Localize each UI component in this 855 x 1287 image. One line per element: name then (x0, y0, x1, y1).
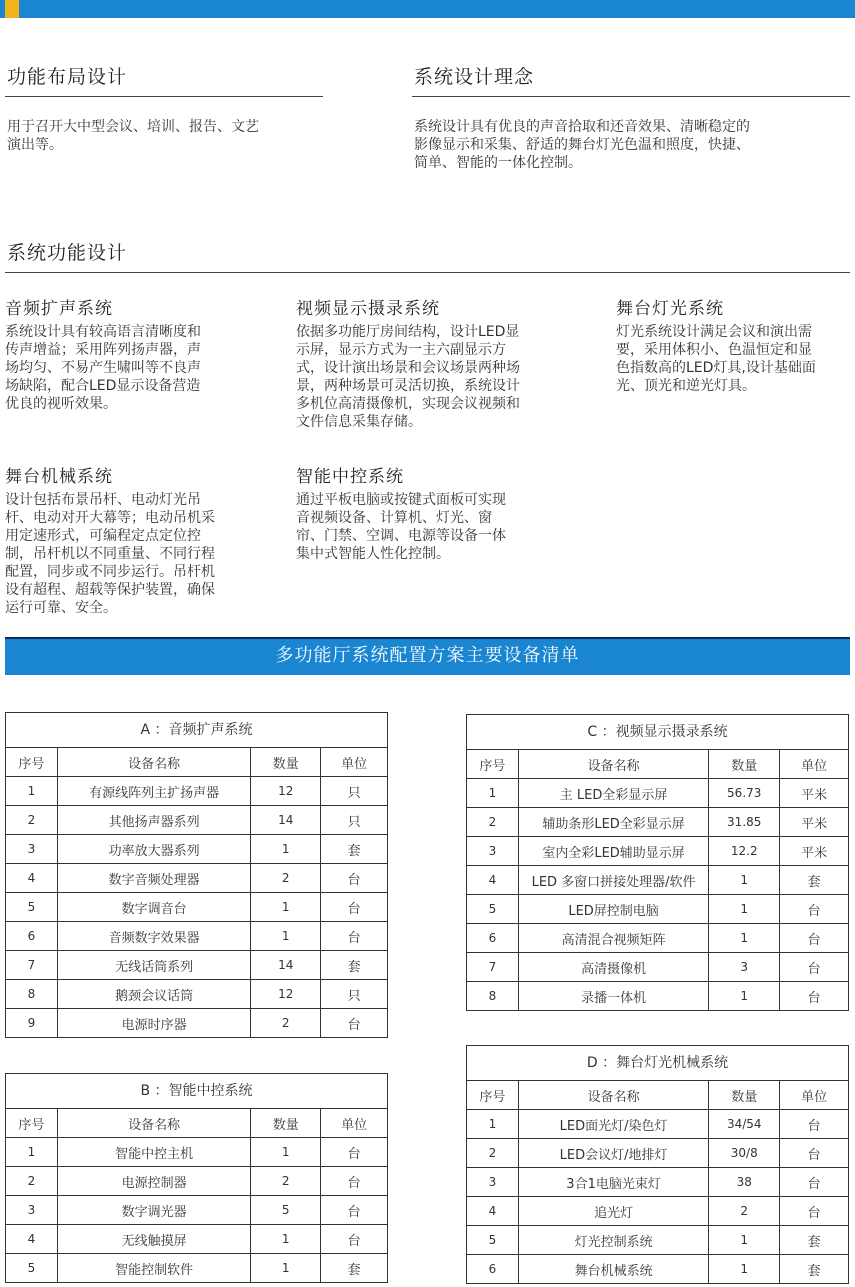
cell: 追光灯 (518, 1197, 708, 1226)
cell: 3 (6, 835, 58, 864)
cell: 智能中控主机 (57, 1138, 250, 1167)
cell: 音频数字效果器 (57, 922, 250, 951)
text-line: 传声增益；采用阵列扬声器，声 (5, 342, 201, 358)
table-row (6, 1225, 388, 1254)
table-row (467, 1168, 849, 1197)
cell: 台 (321, 1009, 388, 1038)
cell: 台 (780, 924, 849, 953)
cell: 1 (467, 1110, 519, 1139)
cell: 3 (467, 837, 519, 866)
cell: 1 (251, 1254, 321, 1283)
text-line: 景，两种场景可灵活切换，系统设计 (296, 378, 520, 394)
text-line: 用定速形式，可编程定点定位控 (5, 528, 201, 544)
cell: 1 (709, 866, 780, 895)
cell: 6 (467, 924, 519, 953)
cell: 6 (467, 1255, 519, 1284)
cell: 5 (251, 1196, 321, 1225)
cell: 3 (6, 1196, 58, 1225)
col-header: 单位 (780, 1081, 849, 1110)
text-line: 式，设计演出场景和会议场景两种场 (296, 360, 520, 376)
table-row (467, 779, 849, 808)
table-header-row (6, 1109, 388, 1138)
text-line: 系统设计具有较高语言清晰度和 (5, 324, 201, 340)
text-line: 优良的视听效果。 (5, 396, 117, 412)
cell: 台 (321, 1196, 388, 1225)
cell: 1 (467, 779, 519, 808)
col-header: 单位 (780, 750, 849, 779)
col-header: 单位 (321, 1109, 388, 1138)
cell: 12.2 (709, 837, 780, 866)
cell: LED屏控制电脑 (518, 895, 708, 924)
col-header: 数量 (251, 748, 321, 777)
concept-title: 系统设计理念 (414, 66, 535, 88)
cell: 高清混合视频矩阵 (518, 924, 708, 953)
cell: 2 (467, 1139, 519, 1168)
table-row (467, 1110, 849, 1139)
col-header: 设备名称 (518, 1081, 708, 1110)
table-row (6, 1009, 388, 1038)
divider (5, 96, 323, 97)
cell: 31.85 (709, 808, 780, 837)
text-line: 依据多功能厅房间结构，设计LED显 (296, 324, 520, 340)
table-row (467, 953, 849, 982)
table-row (6, 951, 388, 980)
table-row (467, 895, 849, 924)
banner-top-line (5, 637, 850, 639)
cell: 1 (251, 835, 321, 864)
table-row (6, 777, 388, 806)
cell: 6 (6, 922, 58, 951)
cell: 台 (321, 864, 388, 893)
text-line: 场均匀、不易产生啸叫等不良声 (5, 360, 201, 376)
cell: 无线触摸屏 (57, 1225, 250, 1254)
cell: 舞台机械系统 (518, 1255, 708, 1284)
cell: 8 (467, 982, 519, 1011)
cell: 8 (6, 980, 58, 1009)
system-title: 智能中控系统 (296, 467, 404, 487)
table-header-row (467, 750, 849, 779)
cell: 14 (251, 806, 321, 835)
table-row (467, 982, 849, 1011)
divider (5, 272, 850, 273)
cell: 2 (6, 1167, 58, 1196)
cell: 平米 (780, 779, 849, 808)
cell: 4 (467, 1197, 519, 1226)
text-line: 系统设计具有优良的声音拾取和还音效果、清晰稳定的 (414, 119, 750, 135)
cell: 只 (321, 980, 388, 1009)
table-header-row (467, 1081, 849, 1110)
cell: 1 (709, 1255, 780, 1284)
table-title: D ：舞台灯光机械系统 (466, 1045, 849, 1080)
layout-text (7, 118, 337, 154)
cell: 套 (780, 1226, 849, 1255)
cell: 台 (780, 1168, 849, 1197)
text-line: 场缺陷，配合LED显示设备营造 (5, 378, 201, 394)
table-row (6, 864, 388, 893)
cell: 2 (709, 1197, 780, 1226)
cell: 录播一体机 (518, 982, 708, 1011)
cell: 3 (467, 1168, 519, 1197)
concept-text (414, 118, 854, 172)
system-text (296, 323, 566, 431)
cell: 鹅颈会议话筒 (57, 980, 250, 1009)
table-row (467, 837, 849, 866)
system-title: 音频扩声系统 (5, 299, 113, 319)
cell: 电源控制器 (57, 1167, 250, 1196)
table-row (6, 806, 388, 835)
col-header: 序号 (6, 748, 58, 777)
cell: 7 (467, 953, 519, 982)
cell: 2 (251, 1167, 321, 1196)
cell: 高清摄像机 (518, 953, 708, 982)
banner-title: 多功能厅系统配置方案主要设备清单 (275, 645, 580, 666)
cell: 5 (6, 893, 58, 922)
cell: 2 (251, 864, 321, 893)
cell: 套 (321, 835, 388, 864)
cell: 34/54 (709, 1110, 780, 1139)
text-line: 通过平板电脑或按键式面板可实现 (296, 492, 506, 508)
table-title: A ：音频扩声系统 (5, 712, 388, 747)
cell: 功率放大器系列 (57, 835, 250, 864)
cell: 1 (251, 922, 321, 951)
cell: 4 (6, 1225, 58, 1254)
cell: 室内全彩LED辅助显示屏 (518, 837, 708, 866)
table-row (6, 980, 388, 1009)
cell: 9 (6, 1009, 58, 1038)
cell: 12 (251, 980, 321, 1009)
cell: 套 (321, 951, 388, 980)
cell: 台 (321, 1225, 388, 1254)
cell: 1 (709, 1226, 780, 1255)
text-line: 制，吊杆机以不同重量、不同行程 (5, 546, 215, 562)
cell: 台 (780, 982, 849, 1011)
table-row (467, 1197, 849, 1226)
table-row (467, 1226, 849, 1255)
cell: 台 (780, 1197, 849, 1226)
table-row (467, 808, 849, 837)
text-line: 要，采用体积小、色温恒定和显 (616, 342, 812, 358)
cell: 智能控制软件 (57, 1254, 250, 1283)
col-header: 设备名称 (57, 748, 250, 777)
cell: 12 (251, 777, 321, 806)
cell: 2 (251, 1009, 321, 1038)
table-control (5, 1073, 388, 1283)
system-title: 视频显示摄录系统 (296, 299, 440, 319)
text-line: 帘、门禁、空调、电源等设备一体 (296, 528, 506, 544)
cell: LED面光灯/染色灯 (518, 1110, 708, 1139)
system-text (296, 491, 566, 563)
equipment-list-banner (5, 637, 850, 675)
text-line: 多机位高清摄像机，实现会议视频和 (296, 396, 520, 412)
cell: 台 (780, 1139, 849, 1168)
cell: 台 (780, 895, 849, 924)
cell: 台 (321, 893, 388, 922)
table-row (467, 866, 849, 895)
cell: 3 (709, 953, 780, 982)
col-header: 设备名称 (57, 1109, 250, 1138)
cell: 4 (6, 864, 58, 893)
cell: 1 (6, 1138, 58, 1167)
cell: 台 (321, 1138, 388, 1167)
text-line: 文件信息采集存储。 (296, 414, 422, 430)
cell: 14 (251, 951, 321, 980)
col-header: 数量 (709, 750, 780, 779)
cell: 30/8 (709, 1139, 780, 1168)
cell: 1 (251, 1225, 321, 1254)
cell: 辅助条形LED全彩显示屏 (518, 808, 708, 837)
cell: 56.73 (709, 779, 780, 808)
cell: 38 (709, 1168, 780, 1197)
text-line: 运行可靠、安全。 (5, 600, 117, 616)
cell: 台 (780, 1110, 849, 1139)
table-stage (466, 1045, 849, 1284)
system-text (5, 491, 255, 617)
text-line: 杆、电动对开大幕等；电动吊机采 (5, 510, 215, 526)
table-row (467, 1139, 849, 1168)
table-row (6, 1167, 388, 1196)
col-header: 序号 (467, 750, 519, 779)
text-line: 示屏，显示方式为一主六副显示方 (296, 342, 506, 358)
cell: 无线话筒系列 (57, 951, 250, 980)
table-row (467, 924, 849, 953)
cell: 4 (467, 866, 519, 895)
cell: 套 (780, 866, 849, 895)
layout-title: 功能布局设计 (7, 66, 128, 88)
system-title: 舞台机械系统 (5, 467, 113, 487)
text-line: 色指数高的LED灯具,设计基础面 (616, 360, 816, 376)
cell: 1 (251, 1138, 321, 1167)
cell: 平米 (780, 808, 849, 837)
divider (412, 96, 850, 97)
cell: 数字调音台 (57, 893, 250, 922)
cell: 主 LED全彩显示屏 (518, 779, 708, 808)
text-line: 简单、智能的一体化控制。 (414, 155, 582, 171)
top-color-bar (0, 0, 855, 18)
text-line: 影像显示和采集、舒适的舞台灯光色温和照度，快捷、 (414, 137, 750, 153)
cell: 平米 (780, 837, 849, 866)
cell: 数字调光器 (57, 1196, 250, 1225)
cell: 台 (780, 953, 849, 982)
table-header-row (6, 748, 388, 777)
table-title: C ：视频显示摄录系统 (466, 714, 849, 749)
col-header: 单位 (321, 748, 388, 777)
cell: 2 (6, 806, 58, 835)
cell: LED 多窗口拼接处理器/软件 (518, 866, 708, 895)
table-row (467, 1255, 849, 1284)
cell: 电源时序器 (57, 1009, 250, 1038)
text-line: 演出等。 (7, 137, 63, 153)
table-row (6, 1254, 388, 1283)
cell: 3合1电脑光束灯 (518, 1168, 708, 1197)
text-line: 用于召开大中型会议、培训、报告、文艺 (7, 119, 259, 135)
table-row (6, 835, 388, 864)
cell: 有源线阵列主扩扬声器 (57, 777, 250, 806)
table-row (6, 1138, 388, 1167)
cell: 灯光控制系统 (518, 1226, 708, 1255)
cell: 套 (321, 1254, 388, 1283)
cell: 只 (321, 806, 388, 835)
col-header: 序号 (6, 1109, 58, 1138)
table-row (6, 893, 388, 922)
text-line: 音视频设备、计算机、灯光、窗 (296, 510, 492, 526)
col-header: 数量 (251, 1109, 321, 1138)
col-header: 数量 (709, 1081, 780, 1110)
col-header: 序号 (467, 1081, 519, 1110)
table-video (466, 714, 849, 1011)
cell: 台 (321, 922, 388, 951)
cell: 1 (709, 895, 780, 924)
cell: LED会议灯/地排灯 (518, 1139, 708, 1168)
cell: 其他扬声器系列 (57, 806, 250, 835)
cell: 5 (467, 895, 519, 924)
text-line: 光、顶光和逆光灯具。 (616, 378, 756, 394)
text-line: 设有超程、超载等保护装置，确保 (5, 582, 215, 598)
cell: 1 (6, 777, 58, 806)
accent-block (5, 0, 19, 18)
cell: 1 (709, 924, 780, 953)
cell: 套 (780, 1255, 849, 1284)
system-text (616, 323, 855, 395)
text-line: 配置，同步或不同步运行。吊杆机 (5, 564, 215, 580)
table-audio (5, 712, 388, 1038)
cell: 5 (6, 1254, 58, 1283)
cell: 1 (709, 982, 780, 1011)
cell: 7 (6, 951, 58, 980)
cell: 1 (251, 893, 321, 922)
system-title: 舞台灯光系统 (616, 299, 724, 319)
text-line: 灯光系统设计满足会议和演出需 (616, 324, 812, 340)
text-line: 集中式智能人性化控制。 (296, 546, 450, 562)
cell: 台 (321, 1167, 388, 1196)
table-title: B ：智能中控系统 (5, 1073, 388, 1108)
table-row (6, 1196, 388, 1225)
cell: 2 (467, 808, 519, 837)
table-row (6, 922, 388, 951)
col-header: 设备名称 (518, 750, 708, 779)
text-line: 设计包括布景吊杆、电动灯光吊 (5, 492, 201, 508)
cell: 5 (467, 1226, 519, 1255)
system-text (5, 323, 255, 413)
function-title: 系统功能设计 (7, 242, 128, 264)
cell: 只 (321, 777, 388, 806)
cell: 数字音频处理器 (57, 864, 250, 893)
